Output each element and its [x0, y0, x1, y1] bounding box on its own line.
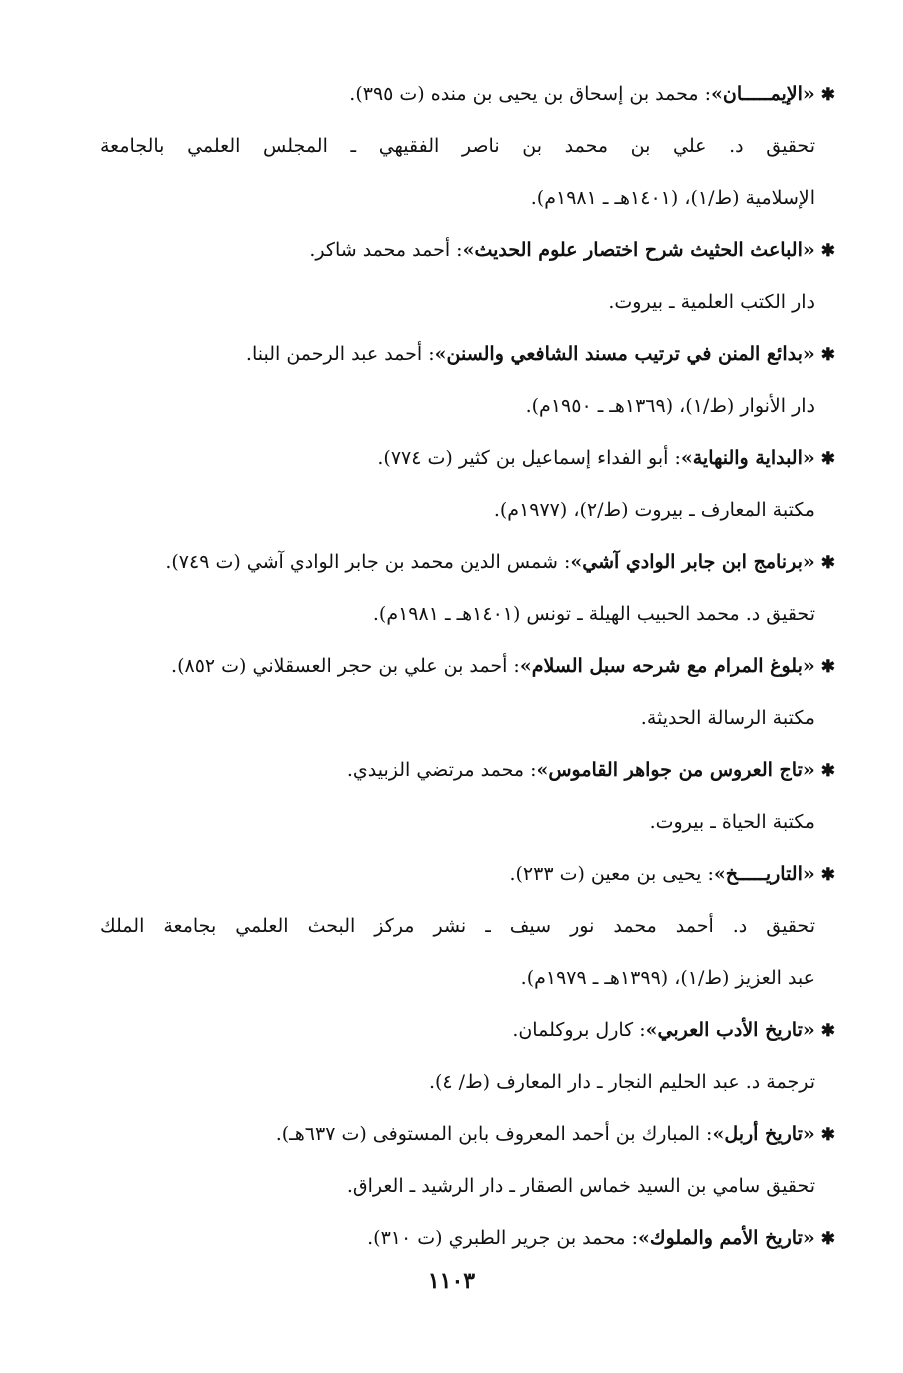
bibliography-entry	[100, 224, 835, 328]
bibliography-entry	[100, 1108, 835, 1212]
bibliography-entry	[100, 1004, 835, 1108]
entry-detail-line: تحقيق د. محمد الحبيب الهيلة ـ تونس (١٤٠١هـ ـ ١٩٨١م).	[372, 603, 815, 625]
bibliography-entry	[100, 848, 835, 1004]
entry-heading	[100, 640, 835, 692]
bibliography-entry	[100, 68, 835, 224]
entry-title: «البداية والنهاية»	[680, 447, 815, 469]
entry-detail-line: تحقيق د. أحمد محمد نور سيف ـ نشر مركز البحث العلمي بجامعة الملك	[100, 915, 815, 937]
bibliography-entry	[100, 328, 835, 432]
asterisk-icon: ✱	[820, 1229, 835, 1249]
entry-author: : محمد بن إسحاق بن يحيى بن منده (ت ٣٩٥).	[349, 83, 712, 105]
entry-heading	[100, 68, 835, 120]
entry-author: : أحمد عبد الرحمن البنا.	[245, 343, 435, 365]
entry-author: : أحمد بن علي بن حجر العسقلاني (ت ٨٥٢).	[171, 655, 520, 677]
entry-title: «بلوغ المرام مع شرحه سبل السلام»	[519, 655, 815, 677]
entry-title: «تاريخ الأمم والملوك»	[638, 1227, 815, 1249]
entry-author: : أبو الفداء إسماعيل بن كثير (ت ٧٧٤).	[377, 447, 681, 469]
entry-heading	[100, 432, 835, 484]
entry-detail-line: تحقيق د. علي بن محمد بن ناصر الفقيهي ـ المجلس العلمي بالجامعة	[100, 135, 815, 157]
asterisk-icon: ✱	[820, 345, 835, 365]
entry-detail-line: عبد العزيز (ط/١)، (١٣٩٩هـ ـ ١٩٧٩م).	[520, 967, 815, 989]
entry-detail-line: مكتبة الحياة ـ بيروت.	[649, 811, 815, 833]
entry-detail-line: الإسلامية (ط/١)، (١٤٠١هـ ـ ١٩٨١م).	[530, 187, 815, 209]
entry-title: «تاريخ الأدب العربي»	[645, 1019, 815, 1041]
entry-author: : يحيى بن معين (ت ٢٣٣).	[509, 863, 714, 885]
entry-author: : كارل بروكلمان.	[512, 1019, 646, 1041]
entry-heading	[100, 328, 835, 380]
asterisk-icon: ✱	[820, 1021, 835, 1041]
entry-author: : محمد بن جرير الطبري (ت ٣١٠).	[367, 1227, 639, 1249]
entry-detail-line: تحقيق سامي بن السيد خماس الصقار ـ دار الرشيد ـ العراق.	[346, 1175, 815, 1197]
entry-detail-line: دار الكتب العلمية ـ بيروت.	[608, 291, 815, 313]
entry-heading	[100, 1108, 835, 1160]
asterisk-icon: ✱	[820, 1125, 835, 1145]
asterisk-icon: ✱	[820, 865, 835, 885]
bibliography-entry	[100, 640, 835, 744]
entry-title: «بدائع المنن في ترتيب مسند الشافعي والسنن»	[434, 343, 815, 365]
entry-detail-line: مكتبة المعارف ـ بيروت (ط/٢)، (١٩٧٧م).	[493, 499, 815, 521]
entry-author: : أحمد محمد شاكر.	[309, 239, 463, 261]
entry-heading	[100, 224, 835, 276]
asterisk-icon: ✱	[820, 553, 835, 573]
entry-heading	[100, 1004, 835, 1056]
asterisk-icon: ✱	[820, 241, 835, 261]
asterisk-icon: ✱	[820, 85, 835, 105]
entry-detail-line: دار الأنوار (ط/١)، (١٣٦٩هـ ـ ١٩٥٠م).	[525, 395, 815, 417]
entry-detail-line: مكتبة الرسالة الحديثة.	[640, 707, 815, 729]
page-number: ١١٠٣	[427, 1268, 476, 1294]
entry-title: «الباعث الحثيث شرح اختصار علوم الحديث»	[462, 239, 815, 261]
entry-author: : شمس الدين محمد بن جابر الوادي آشي (ت ٧٤٩).	[165, 551, 571, 573]
entry-title: «تاج العروس من جواهر القاموس»	[536, 759, 815, 781]
bibliography-entry	[100, 536, 835, 640]
entry-heading	[100, 848, 835, 900]
entry-author: : المبارك بن أحمد المعروف بابن المستوفى (ت ٦٣٧هـ).	[275, 1123, 713, 1145]
asterisk-icon: ✱	[820, 761, 835, 781]
bibliography-entry	[100, 1212, 835, 1264]
entry-title: «برنامج ابن جابر الوادي آشي»	[570, 551, 815, 573]
entry-title: «التاريـــــخ»	[713, 863, 815, 885]
bibliography-entry	[100, 744, 835, 848]
entry-title: «تاريخ أربل»	[712, 1123, 815, 1145]
bibliography-entry	[100, 432, 835, 536]
asterisk-icon: ✱	[820, 449, 835, 469]
asterisk-icon: ✱	[820, 657, 835, 677]
entry-detail-line: ترجمة د. عبد الحليم النجار ـ دار المعارف (ط/ ٤).	[428, 1071, 815, 1093]
entry-heading	[100, 1212, 835, 1264]
entry-title: «الإيمـــــان»	[711, 83, 815, 105]
entry-heading	[100, 744, 835, 796]
entry-heading	[100, 536, 835, 588]
entry-author: : محمد مرتضي الزبيدي.	[346, 759, 537, 781]
